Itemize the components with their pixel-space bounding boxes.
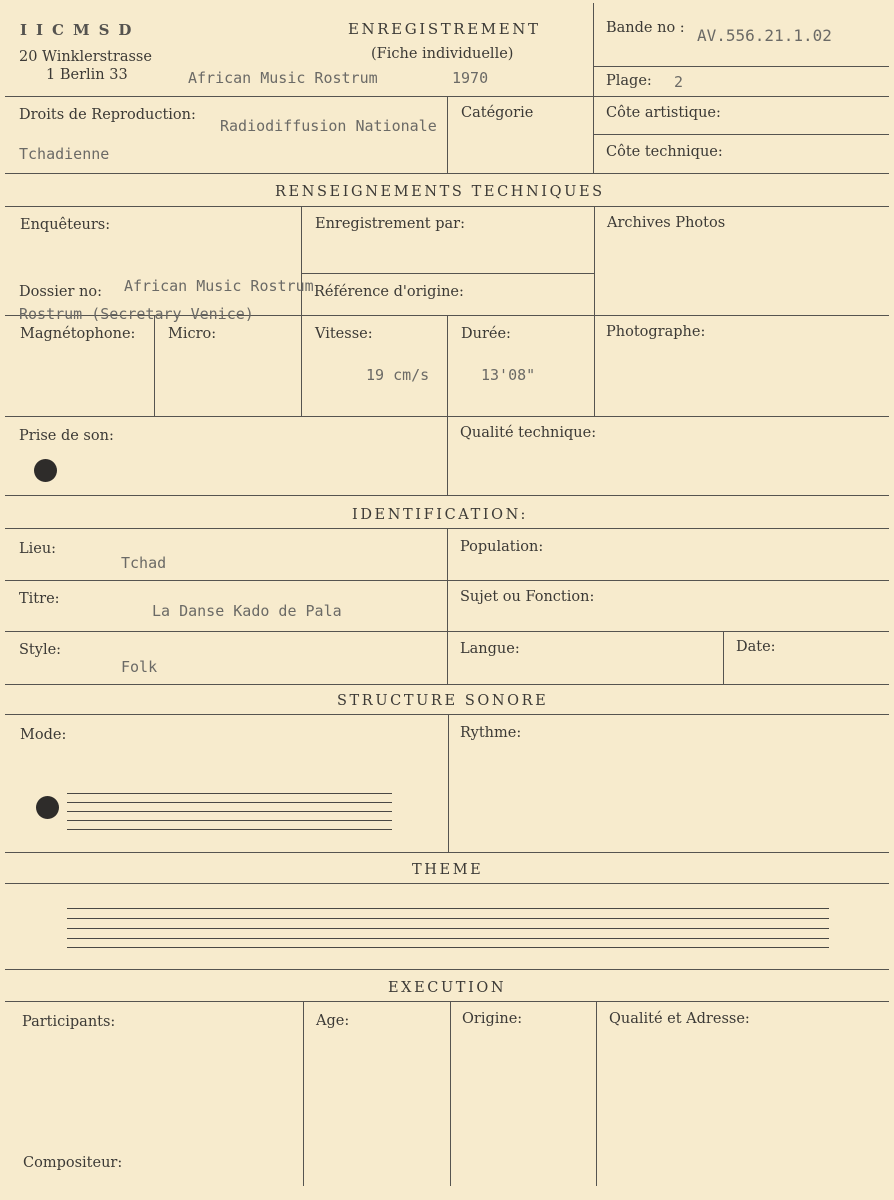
vrule-origine bbox=[450, 1001, 451, 1186]
photographe-label: Photographe: bbox=[606, 324, 706, 340]
vrule-qualite bbox=[447, 416, 448, 496]
dossier-label: Dossier no: bbox=[19, 284, 102, 300]
address-line-1: 20 Winklerstrasse bbox=[19, 49, 152, 65]
prise-de-son-label: Prise de son: bbox=[19, 428, 114, 444]
typed-source: African Music Rostrum bbox=[188, 69, 378, 87]
vrule-enregistrement bbox=[301, 206, 302, 417]
style-value: Folk bbox=[121, 658, 158, 676]
lieu-value: Tchad bbox=[121, 554, 167, 572]
compositeur-label: Compositeur: bbox=[23, 1155, 123, 1171]
bande-label: Bande no : bbox=[606, 20, 685, 36]
staff-line bbox=[67, 947, 829, 948]
rule-theme-top bbox=[5, 852, 889, 853]
enregistrement-par-label: Enregistrement par: bbox=[315, 216, 465, 232]
cote-technique-label: Côte technique: bbox=[606, 144, 723, 160]
address-line-2: 1 Berlin 33 bbox=[46, 67, 128, 83]
staff-line bbox=[67, 938, 829, 939]
droits-value-2: Tchadienne bbox=[19, 145, 110, 163]
rule-theme-heading bbox=[5, 883, 889, 884]
staff-line bbox=[67, 908, 829, 909]
rule-exec-top bbox=[5, 969, 889, 970]
vrule-ident bbox=[447, 528, 448, 685]
rule-bande-plage bbox=[594, 66, 889, 67]
magnetophone-label: Magnétophone: bbox=[20, 326, 136, 342]
plage-value: 2 bbox=[674, 73, 684, 91]
age-label: Age: bbox=[316, 1013, 350, 1029]
theme-heading: THEME bbox=[412, 862, 484, 878]
lieu-label: Lieu: bbox=[19, 541, 57, 557]
technique-heading: RENSEIGNEMENTS TECHNIQUES bbox=[275, 184, 605, 200]
vrule-date bbox=[723, 631, 724, 685]
rule-enregistrement bbox=[301, 273, 594, 274]
rule-tech-top bbox=[5, 173, 889, 174]
qualite-adresse-label: Qualité et Adresse: bbox=[609, 1011, 750, 1027]
org-logo: IICMSD bbox=[20, 21, 141, 39]
punch-hole-lower bbox=[36, 796, 59, 819]
staff-line bbox=[67, 928, 829, 929]
droits-value-1: Radiodiffusion Nationale bbox=[220, 117, 437, 135]
vrule-categorie bbox=[447, 96, 448, 173]
reference-label: Référence d'origine: bbox=[314, 284, 464, 300]
sujet-label: Sujet ou Fonction: bbox=[460, 589, 595, 605]
form-title: ENREGISTREMENT bbox=[348, 20, 541, 38]
categorie-label: Catégorie bbox=[461, 105, 534, 121]
vrule-header-right bbox=[593, 3, 594, 173]
vrule-archives bbox=[594, 206, 595, 417]
date-label: Date: bbox=[736, 639, 776, 655]
cote-artistique-label: Côte artistique: bbox=[606, 105, 721, 121]
staff-line bbox=[67, 829, 392, 830]
staff-line bbox=[67, 918, 829, 919]
rule-tech-heading bbox=[5, 206, 889, 207]
duree-label: Durée: bbox=[461, 326, 511, 342]
dossier-value-2: Rostrum (Secretary Venice) bbox=[19, 305, 254, 323]
vitesse-value: 19 cm/s bbox=[366, 366, 430, 384]
qualite-technique-label: Qualité technique: bbox=[460, 425, 597, 441]
form-subtitle: (Fiche individuelle) bbox=[371, 46, 514, 62]
duree-value: 13'08" bbox=[481, 366, 536, 384]
style-label: Style: bbox=[19, 642, 62, 658]
enqueteurs-label: Enquêteurs: bbox=[20, 217, 111, 233]
vrule-duree bbox=[447, 315, 448, 417]
structure-heading: STRUCTURE SONORE bbox=[337, 693, 549, 709]
vrule-age bbox=[303, 1001, 304, 1186]
staff-line bbox=[67, 820, 392, 821]
vrule-rythme bbox=[448, 714, 449, 853]
punch-hole-upper bbox=[34, 459, 57, 482]
micro-label: Micro: bbox=[168, 326, 217, 342]
origine-label: Origine: bbox=[462, 1011, 523, 1027]
vrule-qualite-adresse bbox=[596, 1001, 597, 1186]
typed-year: 1970 bbox=[452, 69, 489, 87]
staff-line bbox=[67, 802, 392, 803]
staff-line bbox=[67, 811, 392, 812]
archives-photos-label: Archives Photos bbox=[607, 215, 726, 231]
rythme-label: Rythme: bbox=[460, 725, 522, 741]
rule-exec-heading bbox=[5, 1001, 889, 1002]
participants-label: Participants: bbox=[22, 1014, 116, 1030]
dossier-value-1: African Music Rostrum bbox=[124, 277, 314, 295]
mode-label: Mode: bbox=[20, 727, 67, 743]
execution-heading: EXECUTION bbox=[388, 980, 507, 996]
population-label: Population: bbox=[460, 539, 544, 555]
rule-struct-heading bbox=[5, 714, 889, 715]
vrule-micro bbox=[154, 315, 155, 417]
bande-value: AV.556.21.1.02 bbox=[697, 26, 832, 45]
rule-cote bbox=[594, 134, 889, 135]
langue-label: Langue: bbox=[460, 641, 520, 657]
identification-heading: IDENTIFICATION: bbox=[352, 507, 528, 523]
plage-label: Plage: bbox=[606, 73, 652, 89]
droits-label: Droits de Reproduction: bbox=[19, 107, 196, 123]
vitesse-label: Vitesse: bbox=[315, 326, 373, 342]
titre-label: Titre: bbox=[19, 591, 60, 607]
staff-line bbox=[67, 793, 392, 794]
titre-value: La Danse Kado de Pala bbox=[152, 602, 342, 620]
